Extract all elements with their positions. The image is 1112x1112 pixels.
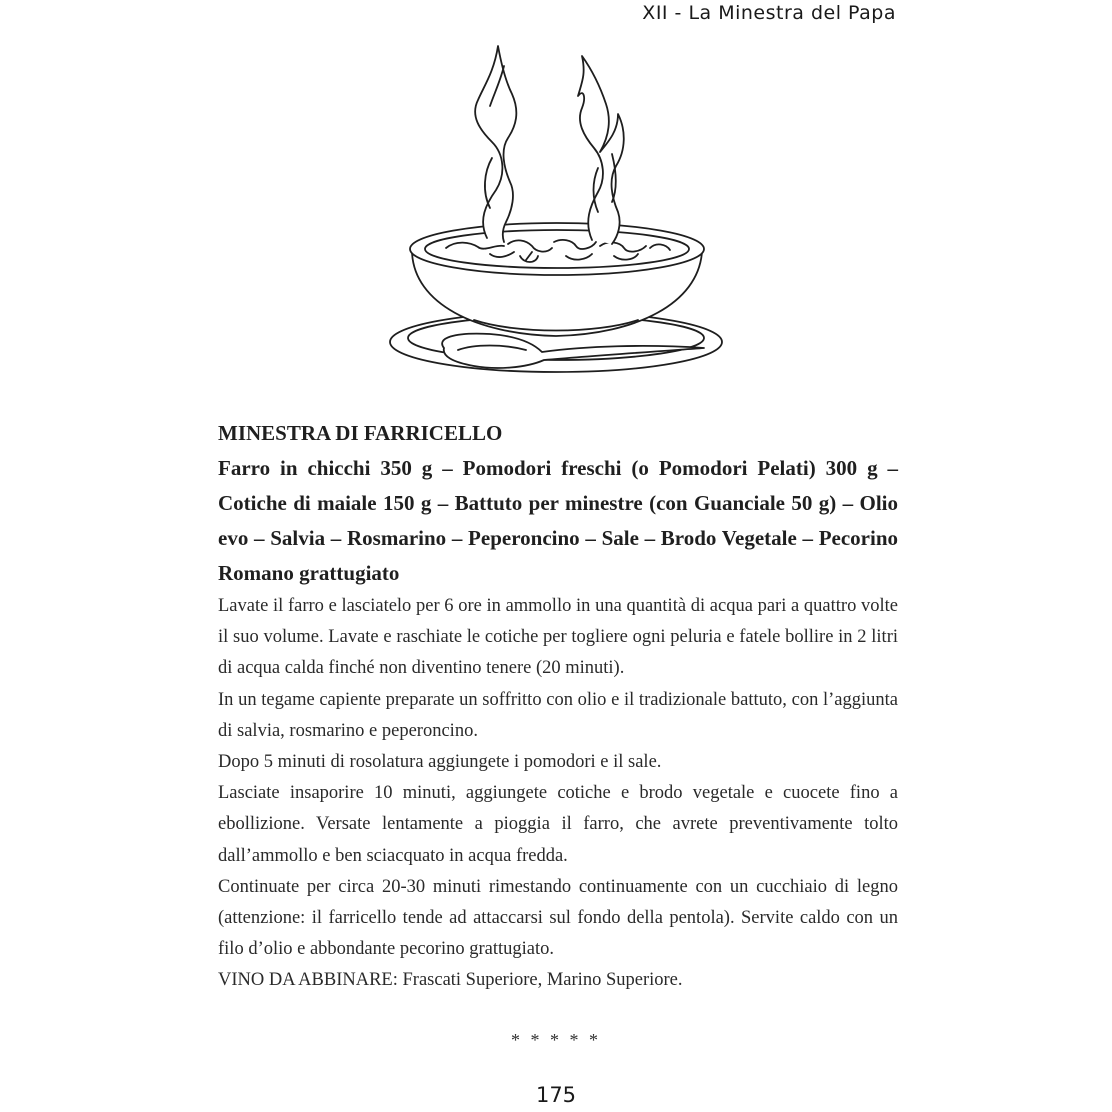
instruction-paragraph: Lasciate insaporire 10 minuti, aggiungete cotiche e brodo vegetale e cuocete fino a ebollizione. Versate lentamente a pioggia il farro, che avrete preventivamente tolto dall’ammollo e ben sciacquato in acqua fredda.: [218, 783, 898, 866]
soup-bowl-with-spoon-icon: [386, 42, 726, 387]
instruction-paragraph: Dopo 5 minuti di rosolatura aggiungete i pomodori e il sale.: [218, 752, 662, 773]
wine-pairing: VINO DA ABBINARE: Frascati Superiore, Marino Superiore.: [218, 970, 683, 991]
section-separator: * * * * *: [511, 1030, 601, 1050]
instruction-paragraph: Continuate per circa 20-30 minuti rimestando continuamente con un cucchiaio di legno (attenzione: il farricello tende ad attaccarsi sul fondo della pentola). Servite caldo con un filo d’olio e abbondante pecorino grattugiato.: [218, 876, 898, 960]
ingredients-list: Farro in chicchi 350 g – Pomodori freschi (o Pomodori Pelati) 300 g – Cotiche di maiale 150 g – Battuto per minestre (con Guanciale 50 g) – Olio evo – Salvia – Rosmarino – Peperoncino – Sale – Brodo Vegetale – Pecorino Romano grattugiato: [218, 456, 898, 585]
page-number: 175: [535, 1083, 577, 1107]
recipe-body: [218, 416, 898, 997]
recipe-title: MINESTRA DI FARRICELLO: [218, 421, 503, 445]
instructions: [218, 591, 898, 997]
instruction-paragraph: In un tegame capiente preparate un soffritto con olio e il tradizionale battuto, con l’aggiunta di salvia, rosmarino e peperoncino.: [218, 689, 898, 741]
running-header: XII - La Minestra del Papa: [642, 2, 896, 24]
instruction-paragraph: Lavate il farro e lasciatelo per 6 ore in ammollo in una quantità di acqua pari a quattro volte il suo volume. Lavate e raschiate le cotiche per togliere ogni peluria e fatele bollire in 2 litri di acqua calda finché non diventino tenere (20 minuti).: [218, 596, 898, 679]
